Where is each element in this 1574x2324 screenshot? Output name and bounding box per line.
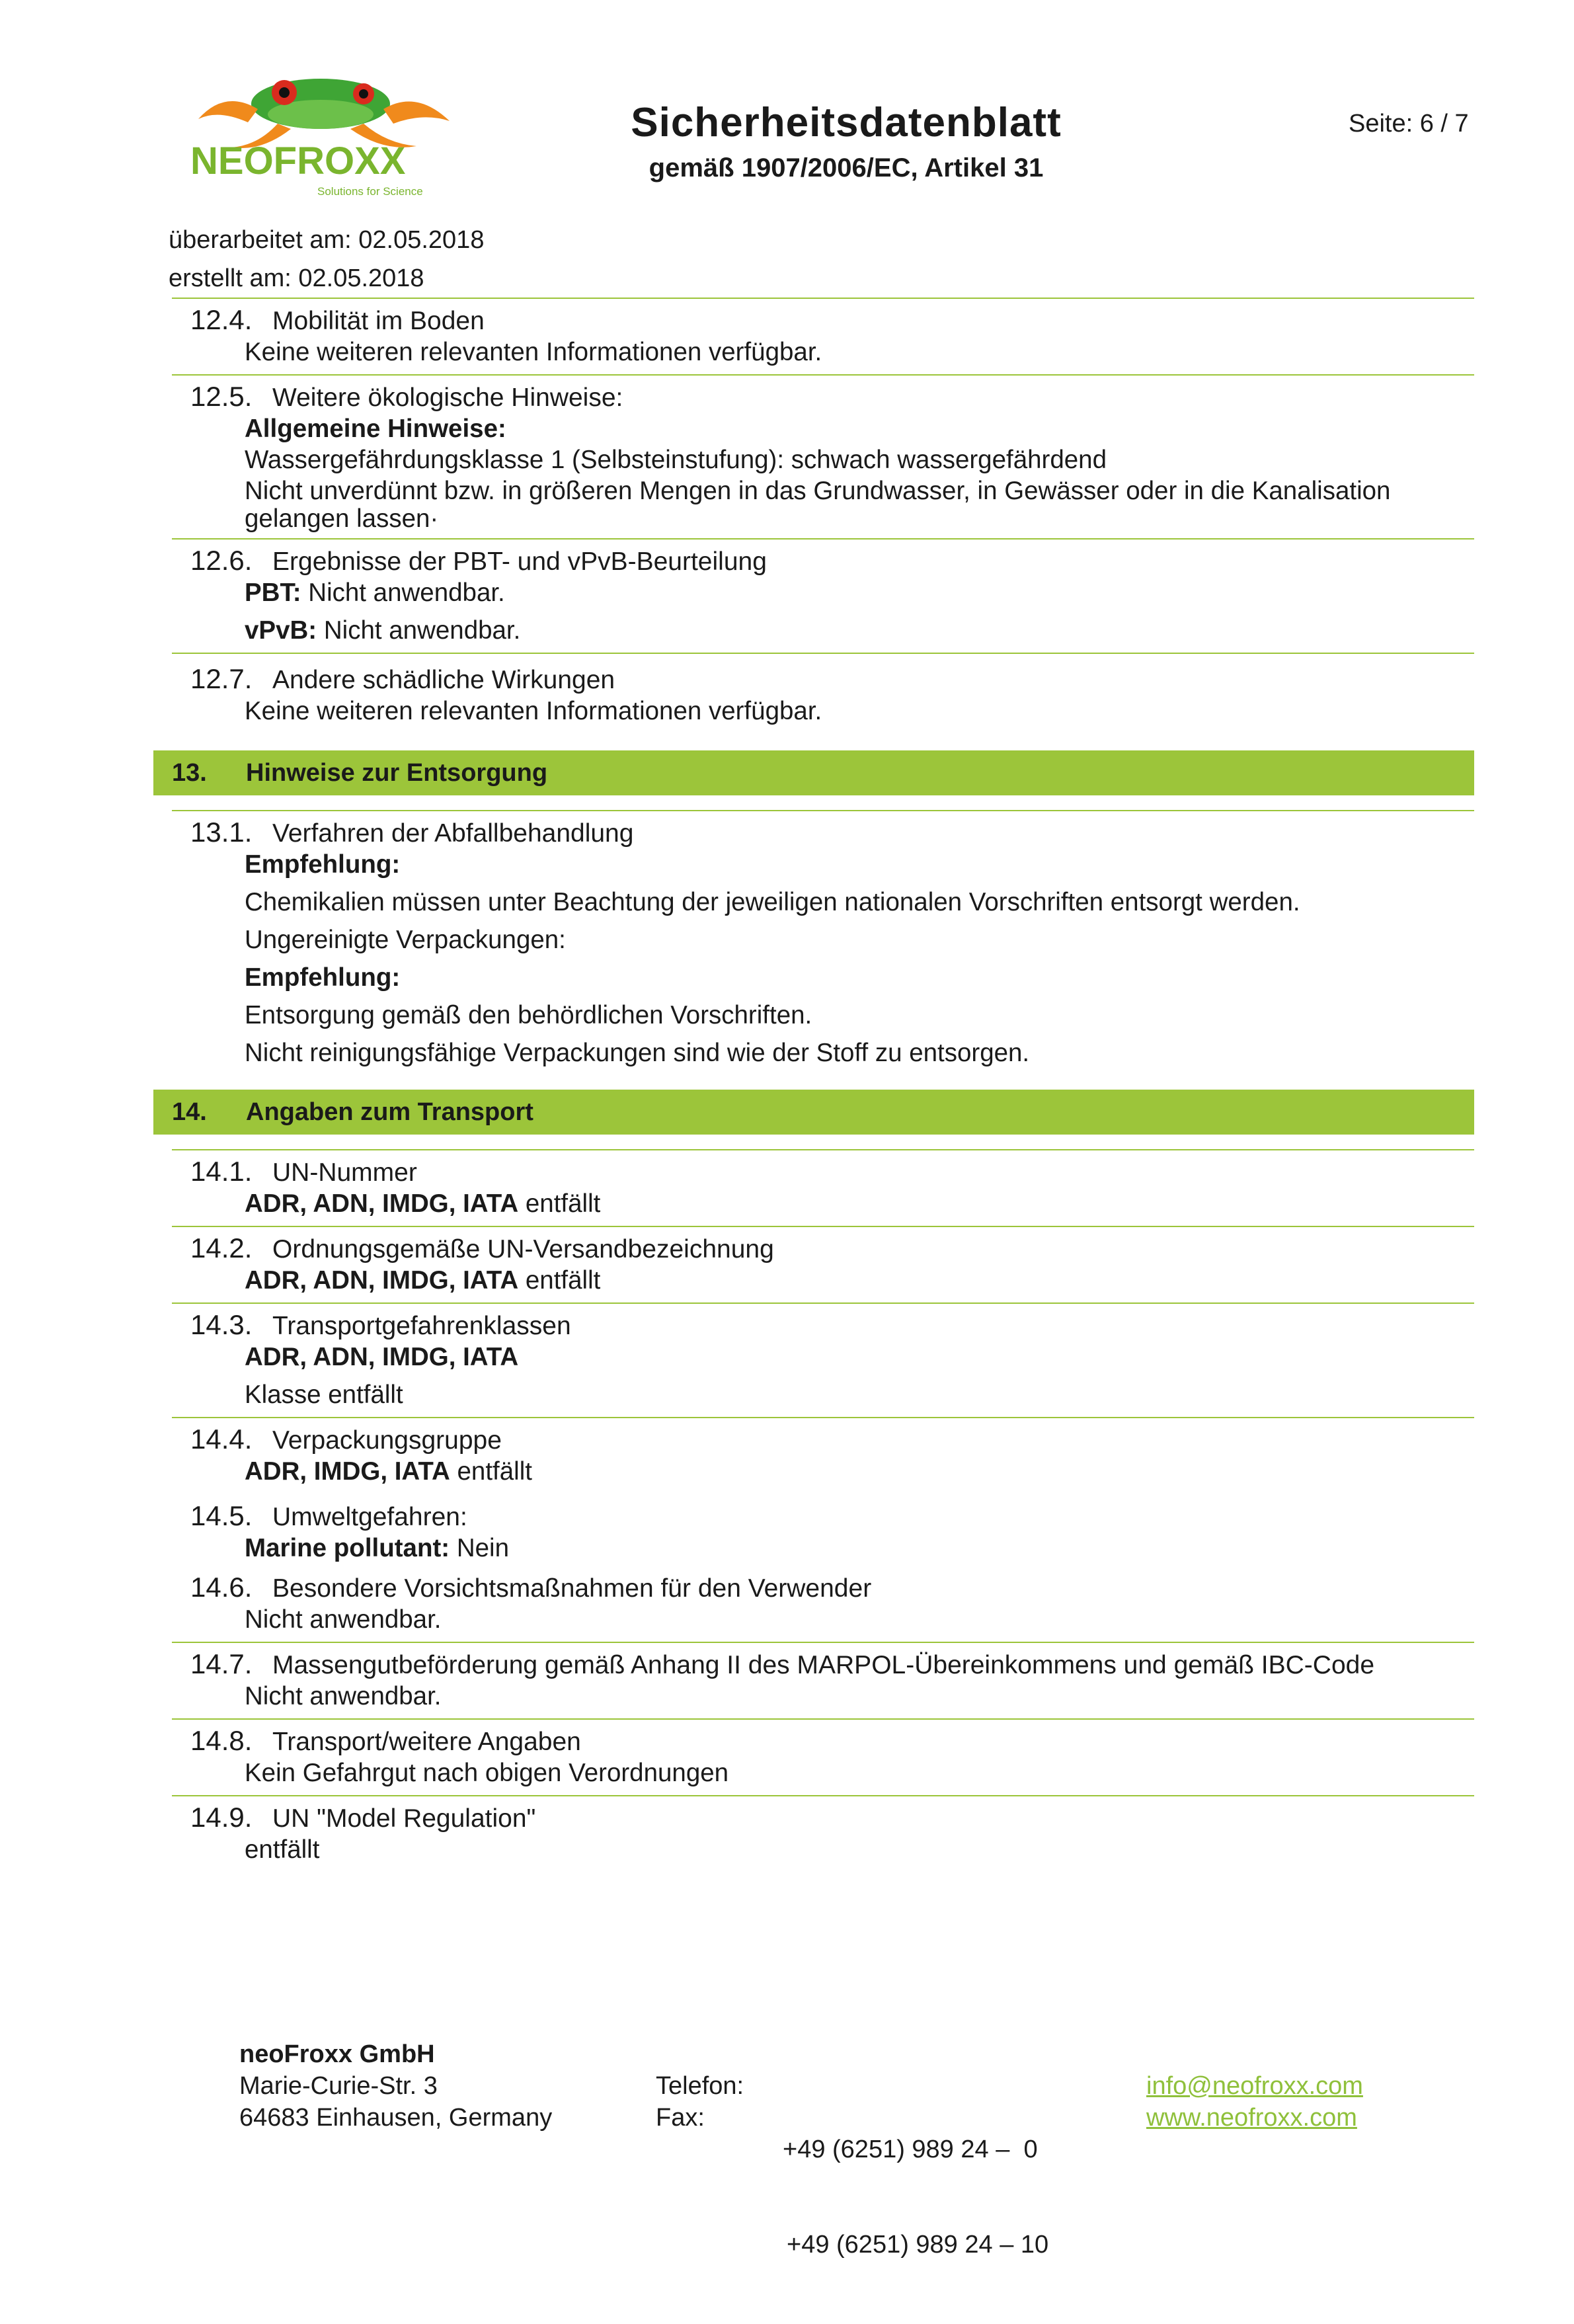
subsection-14-5 xyxy=(172,1494,1474,1570)
subsection-number: 12.7. xyxy=(190,663,253,694)
subsection-14-7 xyxy=(172,1642,1474,1718)
logo-tagline: Solutions for Science xyxy=(317,185,423,198)
section-14-header xyxy=(153,1090,1474,1135)
text-value: entfällt xyxy=(450,1457,532,1486)
subsection-number: 12.5. xyxy=(190,381,253,412)
phone-number: +49 (6251) 989 24 – 0 xyxy=(783,2136,1038,2163)
bold-label: ADR, IMDG, IATA xyxy=(245,1457,450,1486)
subsection-number: 14.4. xyxy=(190,1423,253,1455)
company-city: 64683 Einhausen, Germany xyxy=(239,2104,553,2132)
subsection-14-1 xyxy=(172,1149,1474,1226)
section-title: Hinweise zur Entsorgung xyxy=(246,758,548,787)
text-line: Ungereinigte Verpackungen: xyxy=(245,926,566,954)
bold-label: Empfehlung: xyxy=(245,850,401,879)
text-line: Wassergefährdungsklasse 1 (Selbsteinstufung): schwach wassergefährdend xyxy=(245,446,1107,474)
text-value: Nicht anwendbar. xyxy=(301,579,505,607)
fax-label: Fax: xyxy=(656,2104,705,2132)
subsection-title: UN-Nummer xyxy=(272,1158,417,1187)
neofroxx-logo xyxy=(185,63,463,205)
text-line: Keine weiteren relevanten Informationen verfügbar. xyxy=(245,697,822,725)
subsection-number: 14.2. xyxy=(190,1232,253,1263)
subsection-12-6 xyxy=(172,538,1474,653)
subsection-14-3 xyxy=(172,1302,1474,1417)
bold-label: Empfehlung: xyxy=(245,963,401,992)
text-line: gelangen lassen· xyxy=(245,504,439,533)
text-line: Entsorgung gemäß den behördlichen Vorschriften. xyxy=(245,1001,812,1029)
subsection-14-2 xyxy=(172,1226,1474,1302)
text-value: Nicht anwendbar. xyxy=(317,616,521,645)
section-number: 14. xyxy=(172,1098,207,1126)
subsection-title: Besondere Vorsichtsmaßnahmen für den Verwender xyxy=(272,1574,872,1603)
subsection-title: Ergebnisse der PBT- und vPvB-Beurteilung xyxy=(272,547,767,576)
phone-label: Telefon: xyxy=(656,2072,744,2100)
text-line: Nicht unverdünnt bzw. in größeren Mengen in das Grundwasser, in Gewässer oder in die Kanalisation xyxy=(245,477,1391,505)
section-13-header xyxy=(153,750,1474,795)
subsection-title: Mobilität im Boden xyxy=(272,307,485,335)
subsection-title: Weitere ökologische Hinweise: xyxy=(272,383,623,412)
subsection-number: 14.3. xyxy=(190,1309,253,1340)
subsection-number: 14.8. xyxy=(190,1725,253,1756)
fax-number: +49 (6251) 989 24 – 10 xyxy=(787,2231,1049,2259)
email-link[interactable]: info@neofroxx.com xyxy=(1146,2072,1363,2100)
subsection-number: 14.7. xyxy=(190,1648,253,1679)
website-link[interactable]: www.neofroxx.com xyxy=(1146,2104,1357,2132)
subsection-title: UN "Model Regulation" xyxy=(272,1804,536,1833)
subsection-12-5 xyxy=(172,374,1474,538)
revised-date: überarbeitet am: 02.05.2018 xyxy=(169,226,485,254)
subsection-number: 12.6. xyxy=(190,545,253,576)
section-number: 13. xyxy=(172,758,207,787)
text-line: Keine weiteren relevanten Informationen verfügbar. xyxy=(245,338,822,366)
bold-label: ADR, ADN, IMDG, IATA xyxy=(245,1266,519,1295)
subsection-12-7 xyxy=(172,653,1474,733)
bold-label: ADR, ADN, IMDG, IATA xyxy=(245,1343,519,1371)
company-street: Marie-Curie-Str. 3 xyxy=(239,2072,438,2100)
text-line: entfällt xyxy=(245,1835,320,1864)
subsection-number: 12.4. xyxy=(190,304,253,335)
subsection-number: 14.6. xyxy=(190,1572,253,1603)
subsection-title: Ordnungsgemäße UN-Versandbezeichnung xyxy=(272,1235,774,1263)
subsection-title: Andere schädliche Wirkungen xyxy=(272,666,615,694)
subsection-title: Transport/weitere Angaben xyxy=(272,1728,581,1756)
subsection-14-9 xyxy=(172,1795,1474,1872)
subsection-13-1 xyxy=(172,810,1474,1075)
subsection-14-6 xyxy=(172,1570,1474,1642)
bold-label: PBT: xyxy=(245,579,301,607)
text-line: Kein Gefahrgut nach obigen Verordnungen xyxy=(245,1759,729,1787)
text-line: Nicht anwendbar. xyxy=(245,1605,442,1634)
subsection-title: Umweltgefahren: xyxy=(272,1503,467,1531)
page-number: Seite: 6 / 7 xyxy=(1349,110,1469,138)
subsection-title: Massengutbeförderung gemäß Anhang II des MARPOL-Übereinkommens und gemäß IBC-Code xyxy=(272,1651,1375,1679)
company-name: neoFroxx GmbH xyxy=(239,2040,435,2068)
subsection-number: 13.1. xyxy=(190,817,253,848)
subsection-number: 14.1. xyxy=(190,1156,253,1187)
text-line: Klasse entfällt xyxy=(245,1381,403,1409)
document-body xyxy=(172,298,1474,1872)
document-title: Sicherheitsdatenblatt xyxy=(631,100,1062,145)
document-subtitle: gemäß 1907/2006/EC, Artikel 31 xyxy=(649,153,1044,182)
bold-label: Allgemeine Hinweise: xyxy=(245,415,506,443)
subsection-14-8 xyxy=(172,1718,1474,1795)
bold-label: vPvB: xyxy=(245,616,317,645)
subsection-number: 14.9. xyxy=(190,1802,253,1833)
text-line: Nicht reinigungsfähige Verpackungen sind wie der Stoff zu entsorgen. xyxy=(245,1039,1030,1067)
created-date: erstellt am: 02.05.2018 xyxy=(169,264,424,292)
subsection-title: Verpackungsgruppe xyxy=(272,1426,502,1455)
frog-icon xyxy=(198,79,450,148)
bold-label: ADR, ADN, IMDG, IATA xyxy=(245,1189,519,1218)
subsection-number: 14.5. xyxy=(190,1500,253,1531)
subsection-title: Transportgefahrenklassen xyxy=(272,1312,571,1340)
section-title: Angaben zum Transport xyxy=(246,1098,533,1126)
subsection-14-4 xyxy=(172,1417,1474,1494)
logo-wordmark: NEOFROXX xyxy=(190,140,406,182)
text-value: entfällt xyxy=(518,1266,601,1295)
bold-label: Marine pollutant: xyxy=(245,1534,450,1562)
subsection-title: Verfahren der Abfallbehandlung xyxy=(272,819,634,848)
text-line: Nicht anwendbar. xyxy=(245,1682,442,1710)
text-value: Nein xyxy=(450,1534,510,1562)
text-value: entfällt xyxy=(518,1189,601,1218)
subsection-12-4 xyxy=(172,298,1474,374)
text-line: Chemikalien müssen unter Beachtung der jeweiligen nationalen Vorschriften entsorgt werden. xyxy=(245,888,1300,916)
